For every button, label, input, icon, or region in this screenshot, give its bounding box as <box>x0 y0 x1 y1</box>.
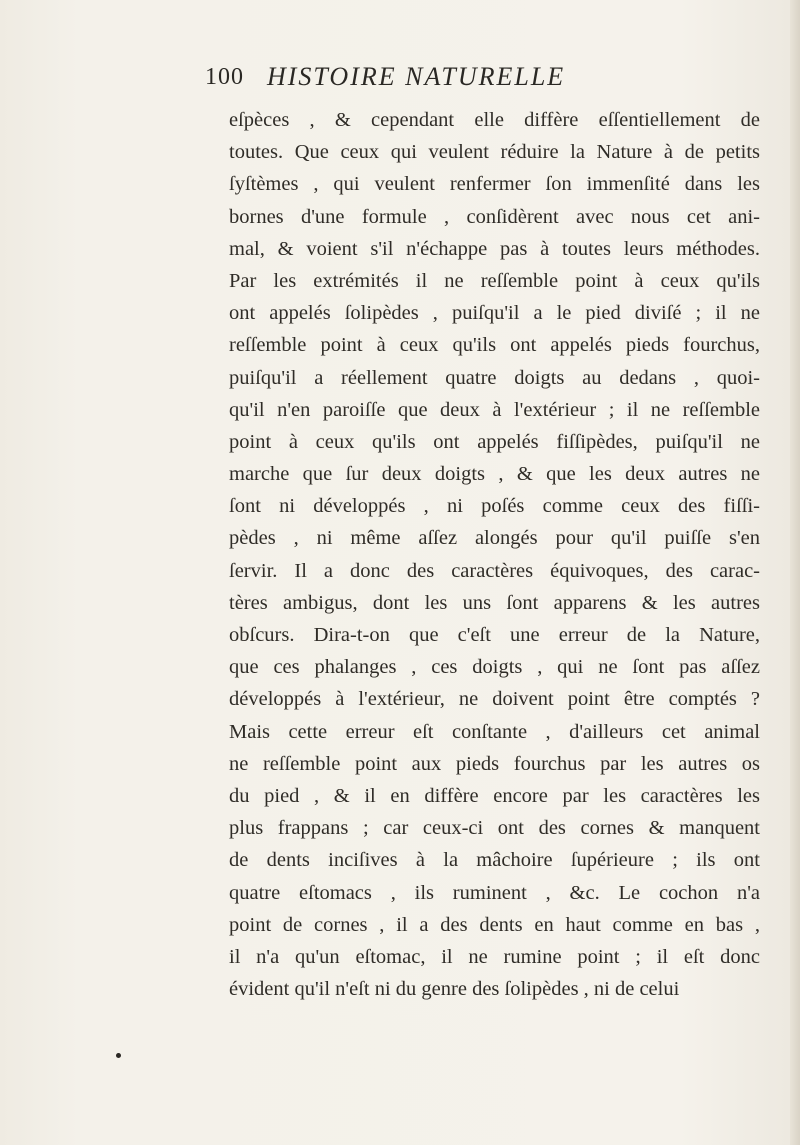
page-edge <box>790 0 800 1145</box>
text-line: ſont ni développés , ni poſés comme ceux des fiſſi- <box>229 495 760 518</box>
text-line: quatre eſtomacs , ils ruminent , &c. Le cochon n'a <box>229 881 760 904</box>
text-line: mal, & voient s'il n'échappe pas à toutes leurs méthodes. <box>229 237 760 260</box>
ink-speck <box>116 1053 121 1058</box>
text-line: Par les extrémités il ne reſſemble point à ceux qu'ils <box>229 269 760 292</box>
text-line: du pied , & il en diffère encore par les caractères les <box>229 784 760 807</box>
text-line: plus frappans ; car ceux-ci ont des cornes & manquent <box>229 817 760 840</box>
text-line: toutes. Que ceux qui veulent réduire la Nature à de petits <box>229 141 760 164</box>
text-line: obſcurs. Dira-t-on que c'eſt une erreur de la Nature, <box>229 624 760 646</box>
text-line: qu'il n'en paroiſſe que deux à l'extérieur ; il ne reſſemble <box>229 398 760 421</box>
text-line: puiſqu'il a réellement quatre doigts au dedans , quoi- <box>229 366 760 389</box>
text-line: que ces phalanges , ces doigts , qui ne ſont pas aſſez <box>229 656 760 679</box>
body-text <box>229 104 760 1005</box>
text-line: tères ambigus, dont les uns ſont apparens & les autres <box>229 591 760 614</box>
text-line: Mais cette erreur eſt conſtante , d'ailleurs cet animal <box>229 720 760 743</box>
text-line: développés à l'extérieur, ne doivent point être comptés ? <box>229 688 760 711</box>
text-line: de dents inciſives à la mâchoire ſupérieure ; ils ont <box>229 849 760 872</box>
text-line: point à ceux qu'ils ont appelés fiſſipèdes, puiſqu'il ne <box>229 430 760 453</box>
text-line: eſpèces , & cependant elle diffère eſſentiellement de <box>229 109 760 131</box>
running-title: HISTOIRE NATURELLE <box>267 62 566 91</box>
text-line: pèdes , ni même aſſez alongés pour qu'il puiſſe s'en <box>229 527 760 550</box>
page-header <box>205 62 765 98</box>
text-line: ont appelés ſolipèdes , puiſqu'il a le pied diviſé ; il ne <box>229 302 760 325</box>
text-line: reſſemble point à ceux qu'ils ont appelés pieds fourchus, <box>229 334 760 357</box>
text-line: ſyſtèmes , qui veulent renfermer ſon immenſité dans les <box>229 173 760 196</box>
text-line: point de cornes , il a des dents en haut comme en bas , <box>229 913 760 936</box>
text-line: ne reſſemble point aux pieds fourchus par les autres os <box>229 752 760 775</box>
text-line: bornes d'une formule , conſidèrent avec nous cet ani- <box>229 205 760 228</box>
page-number: 100 <box>205 64 244 90</box>
text-line: évident qu'il n'eſt ni du genre des ſolipèdes , ni de celui <box>229 978 680 1001</box>
text-line: il n'a qu'un eſtomac, il ne rumine point ; il eſt donc <box>229 945 760 968</box>
text-line: marche que ſur deux doigts , & que les deux autres ne <box>229 463 760 486</box>
text-line: ſervir. Il a donc des caractères équivoques, des carac- <box>229 559 760 582</box>
